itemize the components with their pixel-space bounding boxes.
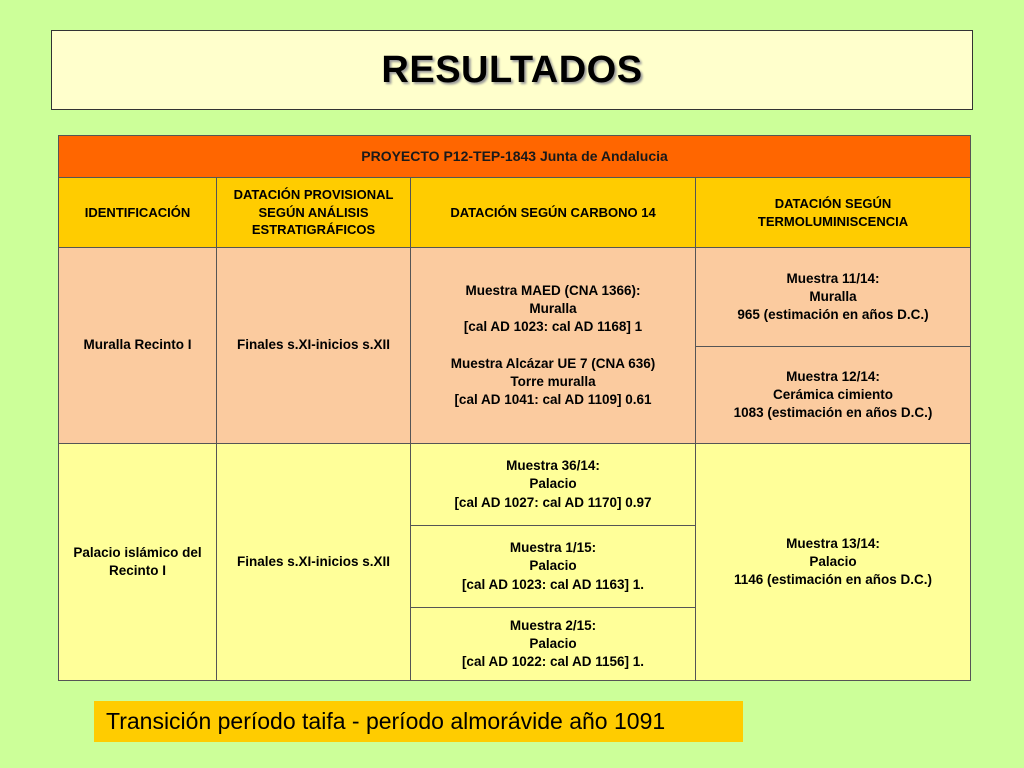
palacio-termo — [696, 444, 971, 681]
muralla-estratigrafica: Finales s.XI-inicios s.XII — [217, 248, 411, 444]
header-identificacion: IDENTIFICACIÓN — [59, 178, 217, 248]
header-termo: DATACIÓN SEGÚN TERMOLUMINISCENCIA — [696, 178, 971, 248]
title-box — [51, 30, 973, 110]
muralla-carbono — [411, 248, 696, 444]
palacio-c14-3-l3: [cal AD 1022: cal AD 1156] 1. — [461, 654, 645, 670]
table-row — [59, 444, 971, 526]
muralla-c14-2-l2: Torre muralla — [510, 373, 596, 389]
header-estratigrafica: DATACIÓN PROVISIONAL SEGÚN ANÁLISIS ESTRATIGRÁFICOS — [217, 178, 411, 248]
header-carbono: DATACIÓN SEGÚN CARBONO 14 — [411, 178, 696, 248]
palacio-identificacion: Palacio islámico del Recinto I — [59, 444, 217, 681]
footer-text: Transición período taifa - período almorávide año 1091 — [106, 708, 666, 734]
palacio-tl-l2: Palacio — [809, 553, 857, 569]
palacio-c14-1-l1: Muestra 36/14: — [506, 458, 600, 474]
results-table — [58, 135, 971, 681]
palacio-carbono-2 — [411, 526, 696, 608]
palacio-carbono-3 — [411, 608, 696, 681]
palacio-c14-3-l2: Palacio — [529, 635, 577, 651]
muralla-tl-1-l1: Muestra 11/14: — [786, 270, 880, 286]
muralla-c14-2-l1: Muestra Alcázar UE 7 (CNA 636) — [450, 355, 656, 371]
muralla-c14-1-l3: [cal AD 1023: cal AD 1168] 1 — [463, 319, 643, 335]
palacio-carbono-1 — [411, 444, 696, 526]
page-title: RESULTADOS — [381, 48, 643, 91]
palacio-c14-2-l1: Muestra 1/15: — [509, 540, 597, 556]
column-headers — [59, 178, 971, 248]
palacio-c14-3-l1: Muestra 2/15: — [509, 617, 597, 633]
project-header: PROYECTO P12-TEP-1843 Junta de Andalucia — [59, 136, 971, 178]
palacio-tl-l1: Muestra 13/14: — [786, 535, 880, 551]
palacio-c14-1-l3: [cal AD 1027: cal AD 1170] 0.97 — [454, 494, 652, 510]
palacio-estratigrafica: Finales s.XI-inicios s.XII — [217, 444, 411, 681]
muralla-tl-1-l3: 965 (estimación en años D.C.) — [737, 307, 929, 323]
palacio-tl-l3: 1146 (estimación en años D.C.) — [733, 572, 933, 588]
muralla-identificacion: Muralla Recinto I — [59, 248, 217, 444]
palacio-c14-2-l2: Palacio — [529, 558, 577, 574]
muralla-c14-1-l2: Muralla — [529, 301, 577, 317]
muralla-termo-1 — [696, 248, 971, 347]
table-row — [59, 248, 971, 347]
muralla-c14-1-l1: Muestra MAED (CNA 1366): — [465, 282, 641, 298]
muralla-c14-2-l3: [cal AD 1041: cal AD 1109] 0.61 — [454, 391, 652, 407]
muralla-tl-2-l1: Muestra 12/14: — [786, 368, 880, 384]
muralla-tl-2-l3: 1083 (estimación en años D.C.) — [733, 405, 933, 421]
palacio-c14-2-l3: [cal AD 1023: cal AD 1163] 1. — [461, 576, 645, 592]
palacio-c14-1-l2: Palacio — [529, 476, 577, 492]
footer-note — [94, 701, 743, 742]
muralla-termo-2 — [696, 347, 971, 444]
project-row — [59, 136, 971, 178]
muralla-tl-2-l2: Cerámica cimiento — [772, 386, 894, 402]
muralla-tl-1-l2: Muralla — [809, 288, 857, 304]
